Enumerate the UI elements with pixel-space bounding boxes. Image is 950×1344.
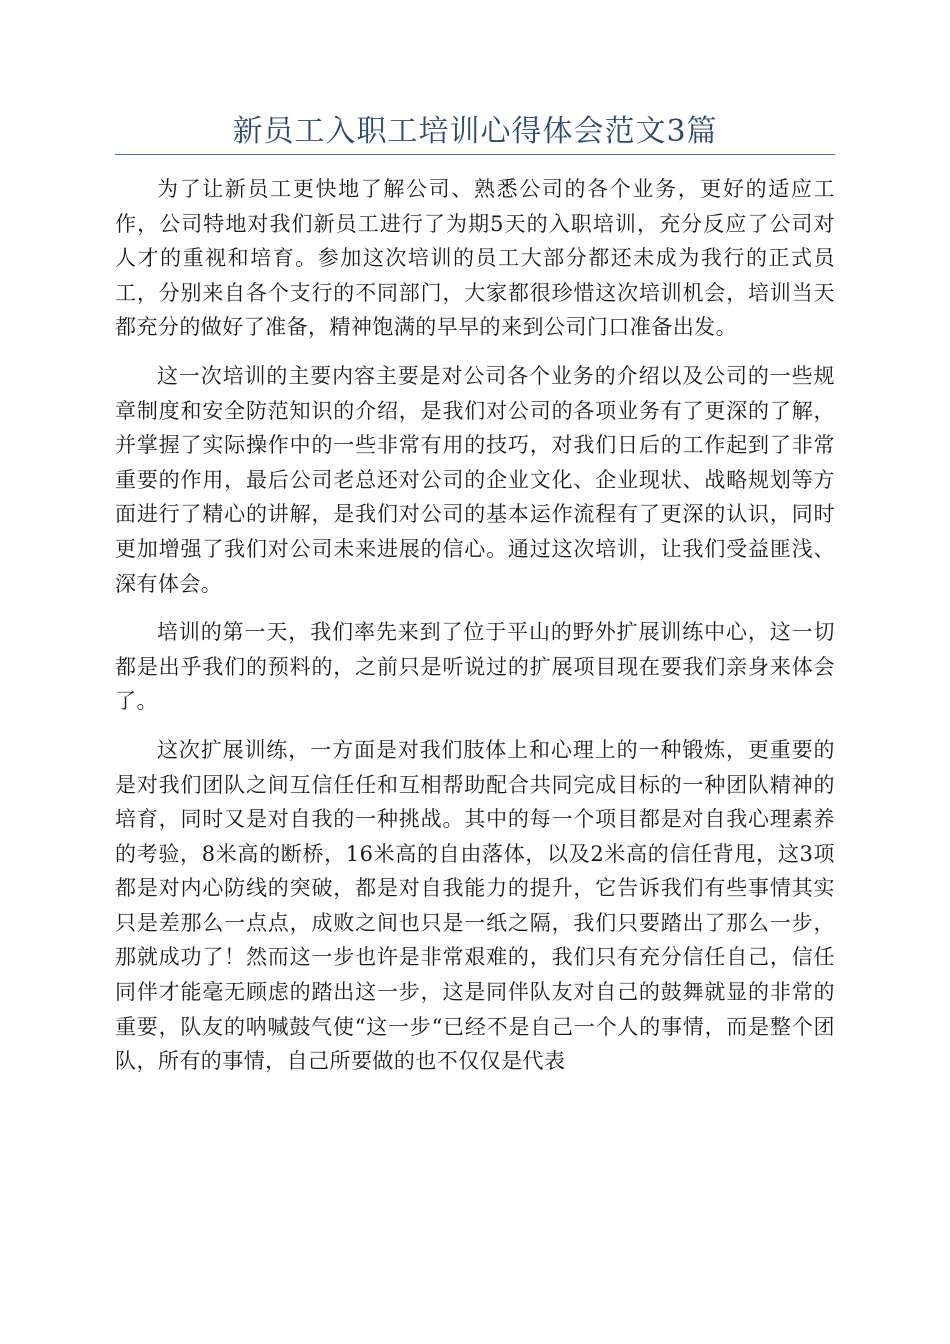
paragraph-1: 为了让新员工更快地了解公司、熟悉公司的各个业务，更好的适应工作，公司特地对我们新员工进行了为期5天的入职培训，充分反应了公司对人才的重视和培育。参加这次培训的员工大部分都还未成为我行的正式员工，分别来自各个支行的不同部门，大家都很珍惜这次培训机会，培训当天都充分的做好了准备，精神饱满的早早的来到公司门口准备出发。 [115, 177, 835, 340]
document-body [115, 172, 835, 1093]
page-title: 新员工入职工培训心得体会范文3篇 [232, 114, 718, 149]
title-underline [115, 154, 835, 155]
paragraph-2: 这一次培训的主要内容主要是对公司各个业务的介绍以及公司的一些规章制度和安全防范知识的介绍，是我们对公司的各项业务有了更深的了解，并掌握了实际操作中的一些非常有用的技巧，对我们日后的工作起到了非常重要的作用，最后公司老总还对公司的企业文化、企业现状、战略规划等方面进行了精心的讲解，是我们对公司的基本运作流程有了更深的认识，同时更加增强了我们对公司未来进展的信心。通过这次培训，让我们受益匪浅、深有体会。 [115, 363, 835, 596]
paragraph-3: 培训的第一天，我们率先来到了位于平山的野外扩展训练中心，这一切都是出乎我们的预料的，之前只是听说过的扩展项目现在要我们亲身来体会了。 [115, 620, 835, 714]
paragraph-4: 这次扩展训练，一方面是对我们肢体上和心理上的一种锻炼，更重要的是对我们团队之间互信任任和互相帮助配合共同完成目标的一种团队精神的培育，同时又是对自我的一种挑战。其中的每一个项目都是对自我心理素养的考验，8米高的断桥，16米高的自由落体，以及2米高的信任背甩，这3项都是对内心防线的突破，都是对自我能力的提升，它告诉我们有些事情其实只是差那么一点点，成败之间也只是一纸之隔，我们只要踏出了那么一步，那就成功了！然而这一步也许是非常艰难的，我们只有充分信任自己，信任同伴才能毫无顾虑的踏出这一步，这是同伴队友对自己的鼓舞就显的非常的重要，队友的呐喊鼓气使“这一步“已经不是自己一个人的事情，而是整个团队，所有的事情，自己所要做的也不仅仅是代表 [115, 737, 835, 1074]
